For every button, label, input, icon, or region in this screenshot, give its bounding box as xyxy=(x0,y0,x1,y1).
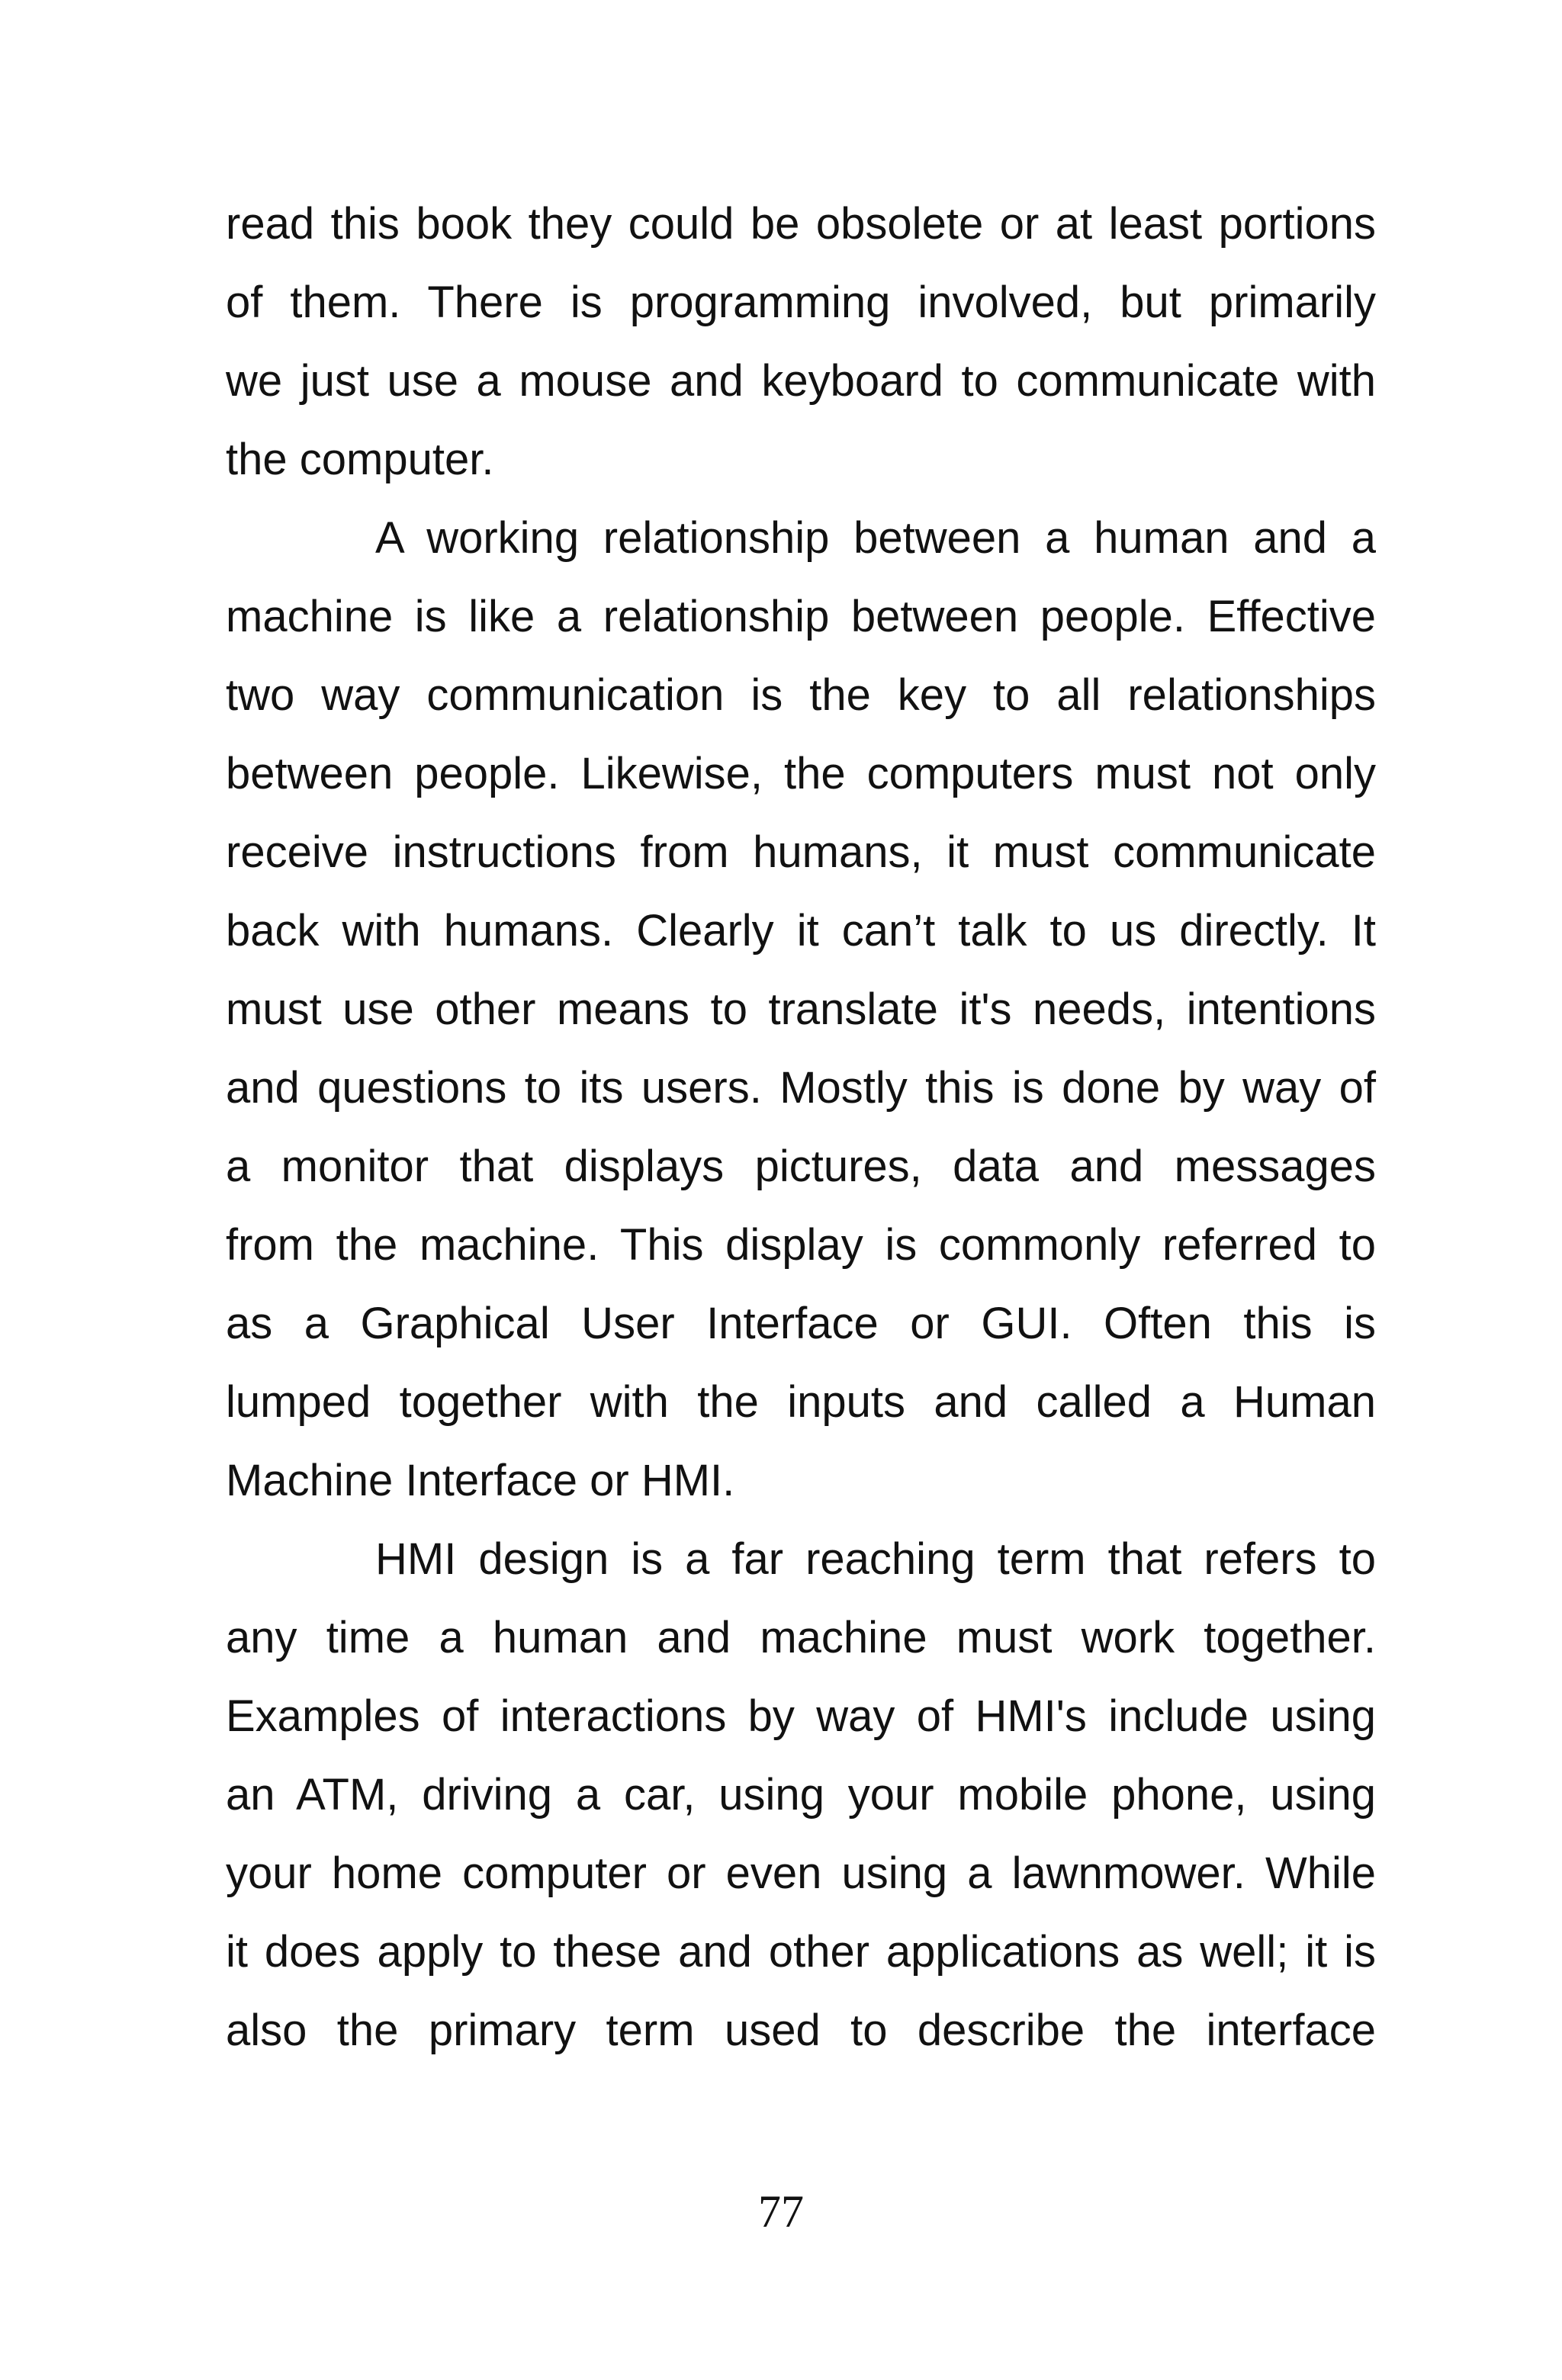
text-line: as a Graphical User Interface or GUI. Often this is xyxy=(226,1299,1376,1348)
text-line: A working relationship between a human and a xyxy=(375,513,1376,563)
text-line: lumped together with the inputs and called a Human xyxy=(226,1377,1376,1427)
text-line: Machine Interface or HMI. xyxy=(226,1456,735,1505)
text-line: must use other means to translate it's needs, intentions xyxy=(226,984,1376,1034)
text-line: and questions to its users. Mostly this is done by way of xyxy=(226,1063,1376,1113)
text-line: we just use a mouse and keyboard to communicate with xyxy=(226,356,1376,406)
text-line: from the machine. This display is commonly referred to xyxy=(226,1220,1376,1270)
text-line: an ATM, driving a car, using your mobile phone, using xyxy=(226,1770,1376,1820)
text-line: HMI design is a far reaching term that refers to xyxy=(375,1534,1376,1584)
text-line: between people. Likewise, the computers must not only xyxy=(226,749,1376,798)
text-line: your home computer or even using a lawnmower. While xyxy=(226,1848,1376,1898)
body-text xyxy=(226,185,1376,2070)
text-line: Examples of interactions by way of HMI's include using xyxy=(226,1691,1376,1741)
text-line: also the primary term used to describe the interface xyxy=(226,2006,1376,2055)
text-line: any time a human and machine must work together. xyxy=(226,1613,1376,1662)
page-number: 77 xyxy=(758,2186,804,2237)
text-line: a monitor that displays pictures, data and messages xyxy=(226,1142,1376,1191)
text-line: the computer. xyxy=(226,435,494,484)
text-line: machine is like a relationship between people. Effective xyxy=(226,592,1376,641)
text-line: back with humans. Clearly it can’t talk to us directly. It xyxy=(226,906,1376,956)
text-line: two way communication is the key to all relationships xyxy=(226,670,1376,720)
text-line: it does apply to these and other applications as well; it is xyxy=(226,1927,1376,1977)
text-line: of them. There is programming involved, but primarily xyxy=(226,278,1376,327)
text-line: receive instructions from humans, it must communicate xyxy=(226,827,1376,877)
text-line: read this book they could be obsolete or at least portions xyxy=(226,199,1376,249)
